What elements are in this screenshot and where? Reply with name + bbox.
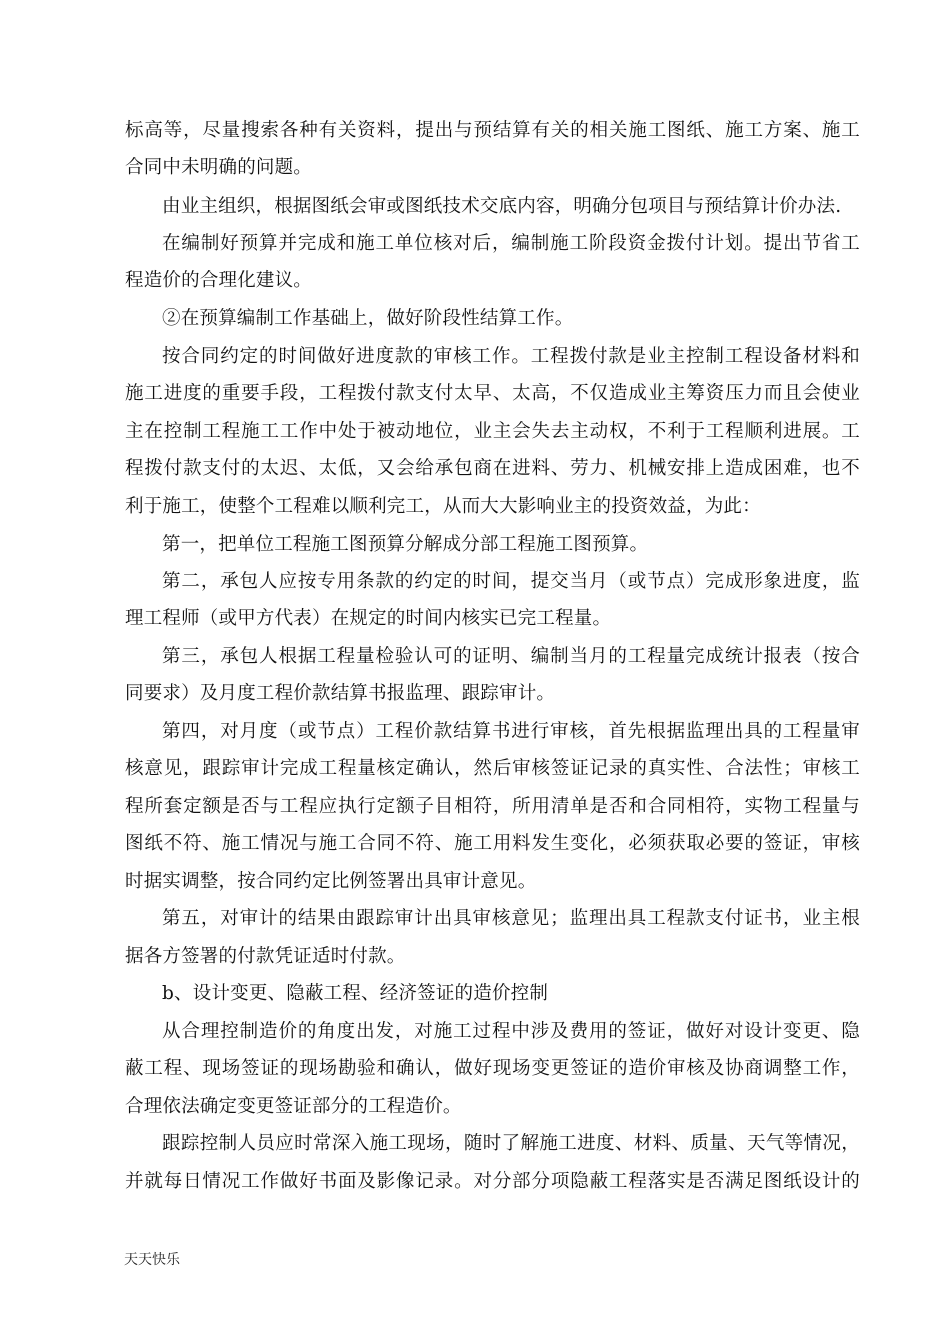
text-line: ②在预算编制工作基础上，做好阶段性结算工作。 [162,308,574,329]
text-line: 利于施工，使整个工程难以顺利完工，从而大大影响业主的投资效益，为此： [125,496,761,517]
text-line: 第二，承包人应按专用条款的约定的时间，提交当月（或节点）完成形象进度，监 [162,571,860,592]
section-heading: b、设计变更、隐蔽工程、经济签证的造价控制 [162,983,549,1004]
text-line: 理工程师（或甲方代表）在规定的时间内核实已完工程量。 [125,608,612,629]
page-footer: 天天快乐 [124,1252,180,1268]
text-line: 程拨付款支付的太迟、太低，又会给承包商在进料、劳力、机械安排上造成困难，也不 [125,458,860,479]
text-line: 第一，把单位工程施工图预算分解成分部工程施工图预算。 [162,534,649,555]
text-line: 主在控制工程施工工作中处于被动地位，业主会失去主动权，不利于工程顺利进展。工 [125,421,860,442]
text-line: 同要求）及月度工程价款结算书报监理、跟踪审计。 [125,683,556,704]
text-line: 图纸不符、施工情况与施工合同不符、施工用料发生变化，必须获取必要的签证，审核 [125,833,860,854]
text-line: 据各方签署的付款凭证适时付款。 [125,946,406,967]
text-line: 蔽工程、现场签证的现场勘验和确认，做好现场变更签证的造价审核及协商调整工作， [125,1058,860,1079]
text-line: 合理依法确定变更签证部分的工程造价。 [125,1096,462,1117]
text-line: 程造价的合理化建议。 [125,270,313,291]
text-line: 合同中未明确的问题。 [125,157,313,178]
text-line: 核意见，跟踪审计完成工程量核定确认，然后审核签证记录的真实性、合法性；审核工 [125,758,860,779]
text-line: 从合理控制造价的角度出发，对施工过程中涉及费用的签证，做好对设计变更、隐 [162,1021,860,1042]
text-line: 第三，承包人根据工程量检验认可的证明、编制当月的工程量完成统计报表（按合 [162,646,860,667]
text-line: 按合同约定的时间做好进度款的审核工作。工程拨付款是业主控制工程设备材料和 [162,346,860,367]
text-line: 标高等，尽量搜索各种有关资料，提出与预结算有关的相关施工图纸、施工方案、施工 [125,120,860,141]
text-line: 程所套定额是否与工程应执行定额子目相符，所用清单是否和合同相符，实物工程量与 [125,796,860,817]
text-line: 由业主组织，根据图纸会审或图纸技术交底内容，明确分包项目与预结算计价办法. [162,196,842,217]
text-line: 第四，对月度（或节点）工程价款结算书进行审核，首先根据监理出具的工程量审 [162,721,860,742]
text-line: 并就每日情况工作做好书面及影像记录。对分部分项隐蔽工程落实是否满足图纸设计的 [125,1171,860,1192]
text-line: 施工进度的重要手段，工程拨付款支付太早、太高，不仅造成业主筹资压力而且会使业 [125,383,860,404]
text-line: 在编制好预算并完成和施工单位核对后，编制施工阶段资金拨付计划。提出节省工 [162,233,860,254]
text-line: 第五，对审计的结果由跟踪审计出具审核意见；监理出具工程款支付证书，业主根 [162,908,860,929]
text-line: 时据实调整，按合同约定比例签署出具审计意见。 [125,871,537,892]
text-line: 跟踪控制人员应时常深入施工现场，随时了解施工进度、材料、质量、天气等情况， [162,1133,860,1154]
